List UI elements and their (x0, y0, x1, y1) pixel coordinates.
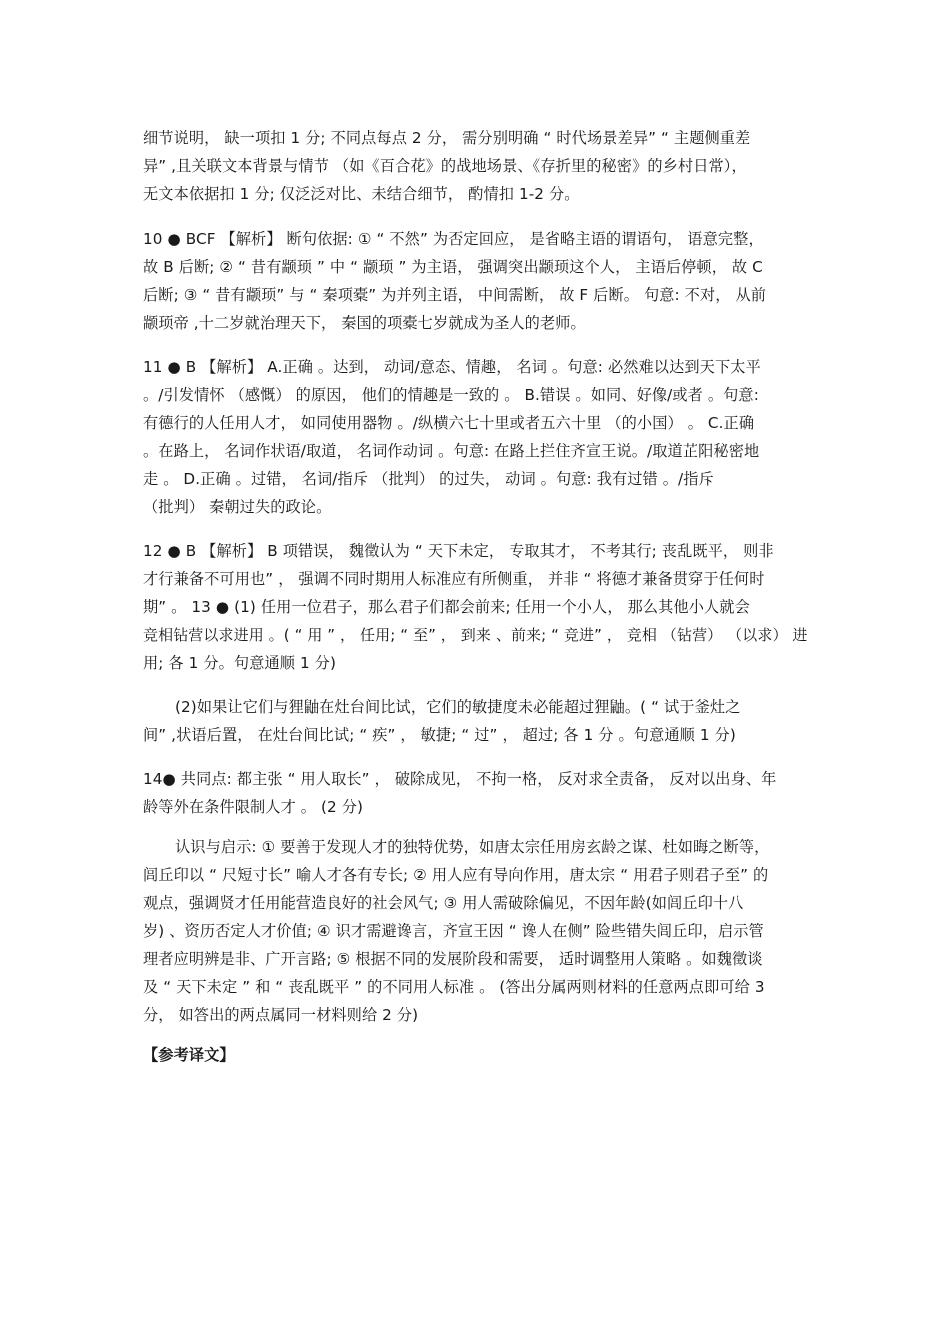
answer-14-line: 14● 共同点: 都主张 “ 用人取长” ， 破除成见， 不拘一格， 反对求全责备， 反对以出身、年 (143, 770, 777, 788)
text-line: 细节说明， 缺一项扣 1 分; 不同点每点 2 分， 需分别明确 “ 时代场景差异” “ 主题侧重差 (143, 129, 751, 147)
text-line: 才行兼备不可用也” ， 强调不同时期用人标准应有所侧重， 并非 “ 将德才兼备贯穿于任何时 (143, 570, 765, 588)
text-line: 颛顼帝 ,十二岁就治理天下， 秦国的项橐七岁就成为圣人的老师。 (143, 314, 586, 332)
text-line: 用; 各 1 分。句意通顺 1 分) (143, 654, 336, 672)
text-line: 龄等外在条件限制人才 。 (2 分) (143, 798, 364, 816)
answer-12-line: 12 ● B 【解析】 B 项错误， 魏徵认为 “ 天下未定， 专取其才， 不考其行; 丧乱既平， 则非 (143, 542, 774, 560)
text-line: 理者应明辨是非、广开言路; ⑤ 根据不同的发展阶段和需要， 适时调整用人策略 。如魏徵谈 (143, 950, 763, 968)
text-line: 竞相钻营以求进用 。( “ 用 ” ， 任用; “ 至” ， 到来 、前来; “ 竞进” ， 竞相 （钻营） （以求） 进 (143, 626, 808, 644)
text-line: 后断; ③ “ 昔有颛顼” 与 “ 秦项橐” 为并列主语， 中间需断， 故 F 后断。 句意: 不对， 从前 (143, 286, 767, 304)
text-line: 。/引发情怀 （感慨） 的原因， 他们的情趣是一致的 。 B.错误 。如同、好像/或者 。句意: (143, 386, 759, 404)
answer-11-line: 11 ● B 【解析】 A.正确 。达到， 动词/意态、情趣， 名词 。句意: 必然难以达到天下太平 (143, 358, 761, 376)
answer-10-line: 10 ● BCF 【解析】 断句依据: ① “ 不然” 为否定回应， 是省略主语的谓语句， 语意完整， (143, 230, 764, 248)
text-line: 认识与启示: ① 要善于发现人才的独特优势，如唐太宗任用房玄龄之谋、杜如晦之断等， (175, 838, 770, 856)
text-line: 异” ,且关联文本背景与情节 （如《百合花》的战地场景、《存折里的秘密》的乡村日常）， (143, 157, 747, 175)
reference-translation-heading: 【参考译文】 (143, 1046, 235, 1064)
text-line: 及 “ 天下未定 ” 和 “ 丧乱既平 ” 的不同用人标准 。 (答出分属两则材料的任意两点即可给 3 (143, 978, 765, 996)
text-line: 岁) 、资历否定人才价值; ④ 识才需避谗言，齐宣王因 “ 谗人在侧” 险些错失闾丘印，启示管 (143, 922, 764, 940)
text-line: 走 。 D.正确 。过错， 名词/指斥 （批判） 的过失， 动词 。句意: 我有过错 。/指斥 (143, 470, 714, 488)
text-line: （批判） 秦朝过失的政论。 (143, 498, 332, 516)
text-line: 观点，强调贤才任用能营造良好的社会风气; ③ 用人需破除偏见，不因年龄(如闾丘印十八 (143, 894, 744, 912)
answer-13-line: 期” 。 13 ● (1) 任用一位君子，那么君子们都会前来; 任用一个小人， 那么其他小人就会 (143, 598, 750, 616)
text-line: 无文本依据扣 1 分; 仅泛泛对比、未结合细节， 酌情扣 1-2 分。 (143, 185, 580, 203)
text-line: 间” ,状语后置， 在灶台间比试; “ 疾” ， 敏捷; “ 过” ， 超过; 各 1 分 。句意通顺 1 分) (143, 726, 736, 744)
text-line: 有德行的人任用人才， 如同使用器物 。/纵横六七十里或者五六十里 （的小国） 。 C.正确 (143, 414, 755, 432)
text-line: 故 B 后断; ② “ 昔有颛顼 ” 中 “ 颛顼 ” 为主语， 强调突出颛顼这个人， 主语后停顿， 故 C (143, 258, 763, 276)
text-line: 。在路上， 名词作状语/取道， 名词作动词 。句意: 在路上拦住齐宣王说。/取道芷阳秘密地 (143, 442, 760, 460)
text-line: (2)如果让它们与狸鼬在灶台间比试，它们的敏捷度未必能超过狸鼬。( “ 试于釜灶之 (175, 698, 741, 716)
text-line: 分， 如答出的两点属同一材料则给 2 分) (143, 1006, 419, 1024)
text-line: 闾丘印以 “ 尺短寸长” 喻人才各有专长; ② 用人应有导向作用，唐太宗 “ 用君子则君子至” 的 (143, 866, 769, 884)
